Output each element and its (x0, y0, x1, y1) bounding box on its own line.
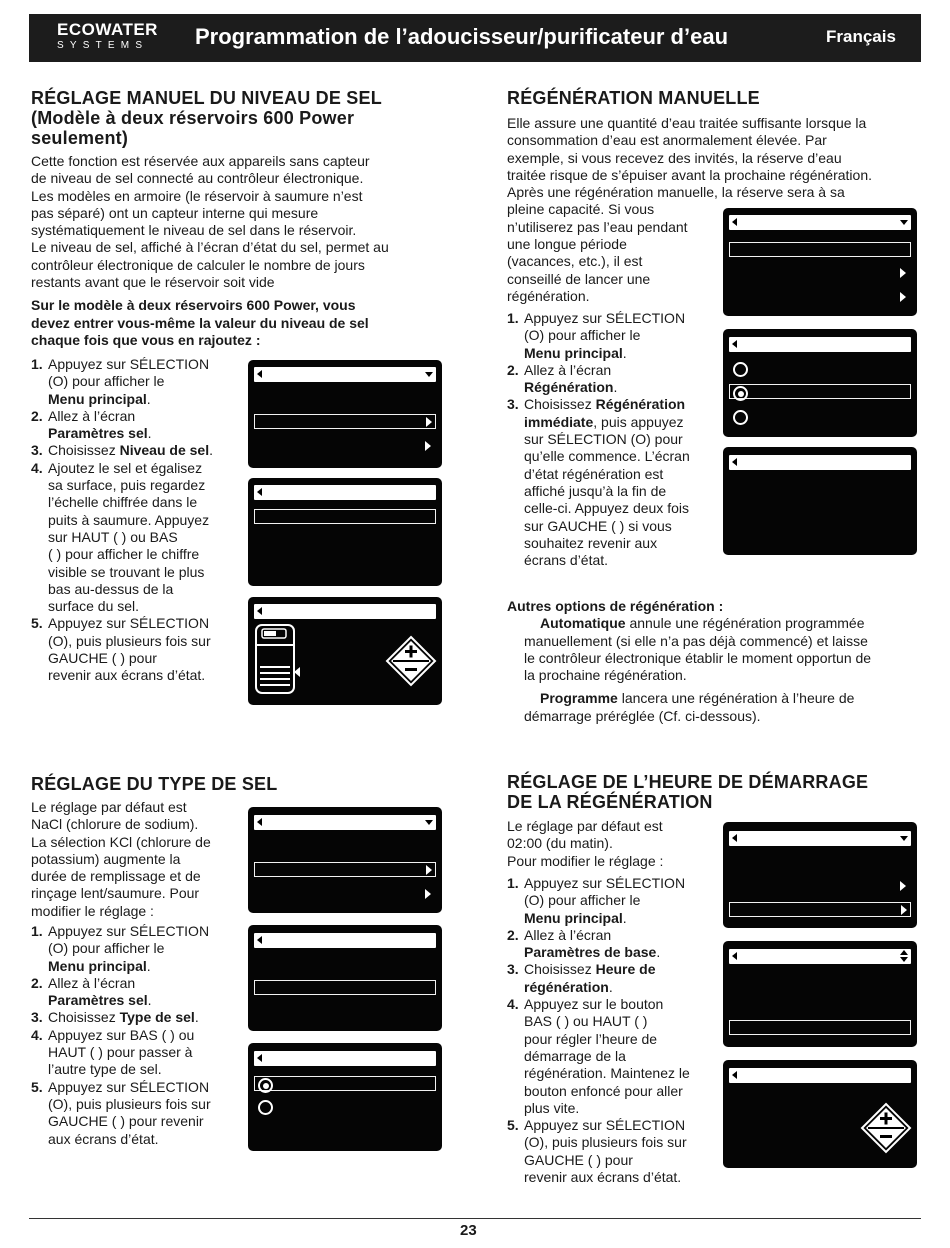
level-pointer-icon (294, 667, 300, 677)
list-item: 1. Appuyez sur SÉLECTION (O) pour afficher le Menu principal. (507, 310, 686, 361)
lcd-main-menu-screen (248, 360, 442, 468)
list-item: 4. Ajoutez le sel et égalisez sa surface, puis regardez l’échelle chiffrée dans le puits à saumure. Appuyez sur HAUT ( ) ou BAS ( ) pour afficher le chiffre visible se trouvant le plus bas au-dessus de la surface du sel. (31, 459, 210, 615)
footer-divider (29, 1218, 921, 1219)
lcd-main-menu-screen (723, 208, 917, 316)
lcd-title-bar (254, 367, 436, 382)
language-label: Français (826, 27, 896, 46)
logo-subtitle: SYSTEMS (57, 40, 149, 51)
lcd-salt-type-screen (248, 1043, 442, 1151)
right-arrow-icon (425, 441, 431, 451)
chevron-down-icon (900, 220, 908, 225)
left-arrow-icon (257, 488, 262, 496)
radio-icon (733, 362, 748, 377)
lcd-title-bar (254, 933, 436, 948)
salt-level-intro: Cette fonction est réservée aux appareils sans capteur de niveau de sel connecté au contrôleur électronique. Les modèles en armoire (le réservoir à saumure n’est pas séparé) ont un capteur interne qui mesure systématiquement le niveau de sel dans le réservoir. Le niveau de sel, affiché à l’écran d’état du sel, permet au contrôleur électronique de calculer le nombre de jours restants avant que le réservoir soit vide Sur le modèle à deux réservoirs 600 Power, vous devez entrer vous-même la valeur du niveau de sel chaque fois que vous en rajoutez : (31, 153, 389, 348)
lcd-main-menu-screen (248, 807, 442, 913)
list-item: 2. Allez à l’écran Paramètres sel. (31, 407, 152, 442)
list-item: 1. Appuyez sur SÉLECTION (O) pour afficher le Menu principal. (507, 875, 686, 926)
lcd-selected-row (729, 902, 911, 917)
list-item: 1. Appuyez sur SÉLECTION (O) pour afficher le Menu principal. (31, 356, 210, 407)
page-title: Programmation de l’adoucisseur/purificateur d’eau (195, 24, 729, 49)
page-number: 23 (460, 1222, 477, 1239)
list-item: 5. Appuyez sur SÉLECTION (O), puis plusieurs fois sur GAUCHE ( ) pour revenir aux écrans d’état. (31, 615, 211, 684)
lcd-regeneration-time-screen (723, 1060, 917, 1168)
lcd-selected-row (254, 414, 436, 429)
list-item: 3. Choisissez Type de sel. (31, 1009, 199, 1026)
regeneration-steps (507, 310, 722, 569)
list-item: 2. Allez à l’écran Régénération. (507, 361, 618, 396)
lcd-selected-row (254, 1076, 436, 1091)
chevron-down-icon (900, 957, 908, 962)
lcd-title-bar (254, 604, 436, 619)
left-arrow-icon (257, 1054, 262, 1062)
right-arrow-icon (425, 889, 431, 899)
other-regeneration-options: Autres options de régénération : Automatique annule une régénération programmée manuellement (si elle n’a pas déjà commencé) et laisse le contrôleur électronique établir le moment opportun de la prochaine régénération. Programme lancera une régénération à l’heure de démarrage préréglée (Cf. ci-dessous). (507, 598, 872, 724)
left-arrow-icon (732, 834, 737, 842)
list-item: 4. Appuyez sur BAS ( ) ou HAUT ( ) pour passer à l’autre type de sel. (31, 1026, 195, 1078)
regeneration-intro: Elle assure une quantité d’eau traitée suffisante lorsque la consommation d’eau est anormalement élevée. Par exemple, si vous recevez des invités, la réserve d’eau traitée risque de s’épuiser avant la prochaine régénération. Après une régénération manuelle, la réserve sera à sa pleine capacité. Si vous n’utiliserez pas l’eau pendant une longue période (vacances, etc.), il est conseillé de lancer une régénération. (507, 115, 873, 304)
lcd-selected-row (254, 862, 436, 877)
lcd-title-bar (729, 455, 911, 470)
chevron-down-icon (425, 820, 433, 825)
lcd-title-bar (254, 1051, 436, 1066)
right-arrow-icon (900, 268, 906, 278)
list-item: 4. Appuyez sur le bouton BAS ( ) ou HAUT ( ) pour régler l’heure de démarrage de la régénération. Maintenez le bouton enfoncé pour aller plus vite. (507, 996, 690, 1116)
left-arrow-icon (732, 218, 737, 226)
section-heading-salt-type: RÉGLAGE DU TYPE DE SEL (31, 774, 278, 794)
section-heading-salt-level: RÉGLAGE MANUEL DU NIVEAU DE SEL (Modèle à deux réservoirs 600 Power seulement) (31, 88, 382, 148)
right-arrow-icon (426, 417, 432, 427)
section-heading-regeneration: RÉGÉNÉRATION MANUELLE (507, 88, 760, 108)
lcd-selected-row (729, 384, 911, 399)
list-item: 5. Appuyez sur SÉLECTION (O), puis plusieurs fois sur GAUCHE ( ) pour revenir aux écrans d’état. (31, 1078, 211, 1147)
section-heading-start-time: RÉGLAGE DE L’HEURE DE DÉMARRAGE DE LA RÉGÉNÉRATION (507, 772, 869, 812)
plus-minus-icon (385, 635, 437, 687)
salt-level-steps (31, 356, 246, 685)
radio-selected-icon (733, 386, 748, 401)
left-arrow-icon (732, 952, 737, 960)
radio-icon (733, 410, 748, 425)
right-arrow-icon (900, 292, 906, 302)
lcd-basic-settings-screen (723, 941, 917, 1047)
lcd-selected-row (254, 509, 436, 524)
chevron-down-icon (900, 836, 908, 841)
lcd-selected-row (254, 980, 436, 995)
left-arrow-icon (257, 370, 262, 378)
lcd-title-bar (729, 949, 911, 964)
lcd-salt-level-screen (248, 597, 442, 705)
left-arrow-icon (257, 607, 262, 615)
left-arrow-icon (732, 458, 737, 466)
radio-selected-icon (258, 1078, 273, 1093)
lcd-main-menu-screen (723, 822, 917, 928)
list-item: 2. Allez à l’écran Paramètres sel. (31, 974, 152, 1009)
list-item: 2. Allez à l’écran Paramètres de base. (507, 926, 661, 961)
lcd-selected-row (729, 1020, 911, 1035)
lcd-regeneration-status-screen (723, 447, 917, 555)
lcd-title-bar (729, 337, 911, 352)
start-time-intro: Le réglage par défaut est 02:00 (du matin). Pour modifier le réglage : (507, 818, 664, 869)
right-arrow-icon (426, 865, 432, 875)
chevron-down-icon (425, 372, 433, 377)
list-item: 3. Choisissez Heure de régénération. (507, 961, 656, 995)
lcd-selected-row (729, 242, 911, 257)
lcd-title-bar (254, 485, 436, 500)
lcd-title-bar (729, 1068, 911, 1083)
left-arrow-icon (732, 1071, 737, 1079)
plus-minus-icon (860, 1102, 912, 1154)
lcd-title-bar (729, 831, 911, 846)
lcd-salt-settings-screen (248, 478, 442, 586)
brine-tank-icon (254, 623, 298, 695)
lcd-salt-settings-screen (248, 925, 442, 1031)
list-item: 3. Choisissez Régénération immédiate, puis appuyez sur SÉLECTION (O) pour qu’elle commence. L’écran d’état régénération est affiché jusqu’à la fin de celle-ci. Appuyez deux fois sur GAUCHE ( ) si vous souhaitez revenir aux écrans d’état. (507, 396, 690, 569)
lcd-title-bar (729, 215, 911, 230)
left-arrow-icon (257, 818, 262, 826)
list-item: 3. Choisissez Niveau de sel. (31, 442, 213, 459)
left-arrow-icon (257, 936, 262, 944)
right-arrow-icon (901, 905, 907, 915)
salt-type-steps (31, 923, 246, 1148)
list-item: 5. Appuyez sur SÉLECTION (O), puis plusieurs fois sur GAUCHE ( ) pour revenir aux écrans d’état. (507, 1117, 687, 1186)
right-arrow-icon (900, 881, 906, 891)
lcd-regeneration-screen (723, 329, 917, 437)
chevron-up-icon (900, 950, 908, 955)
radio-icon (258, 1100, 273, 1115)
salt-type-intro: Le réglage par défaut est NaCl (chlorure de sodium). La sélection KCl (chlorure de potassium) augmente la durée de remplissage et de rinçage lent/saumure. Pour modifier le réglage : (31, 799, 211, 919)
lcd-title-bar (254, 815, 436, 830)
logo-wordmark: ECOWATER (57, 20, 158, 39)
start-time-steps (507, 875, 722, 1186)
list-item: 1. Appuyez sur SÉLECTION (O) pour afficher le Menu principal. (31, 923, 210, 974)
left-arrow-icon (732, 340, 737, 348)
